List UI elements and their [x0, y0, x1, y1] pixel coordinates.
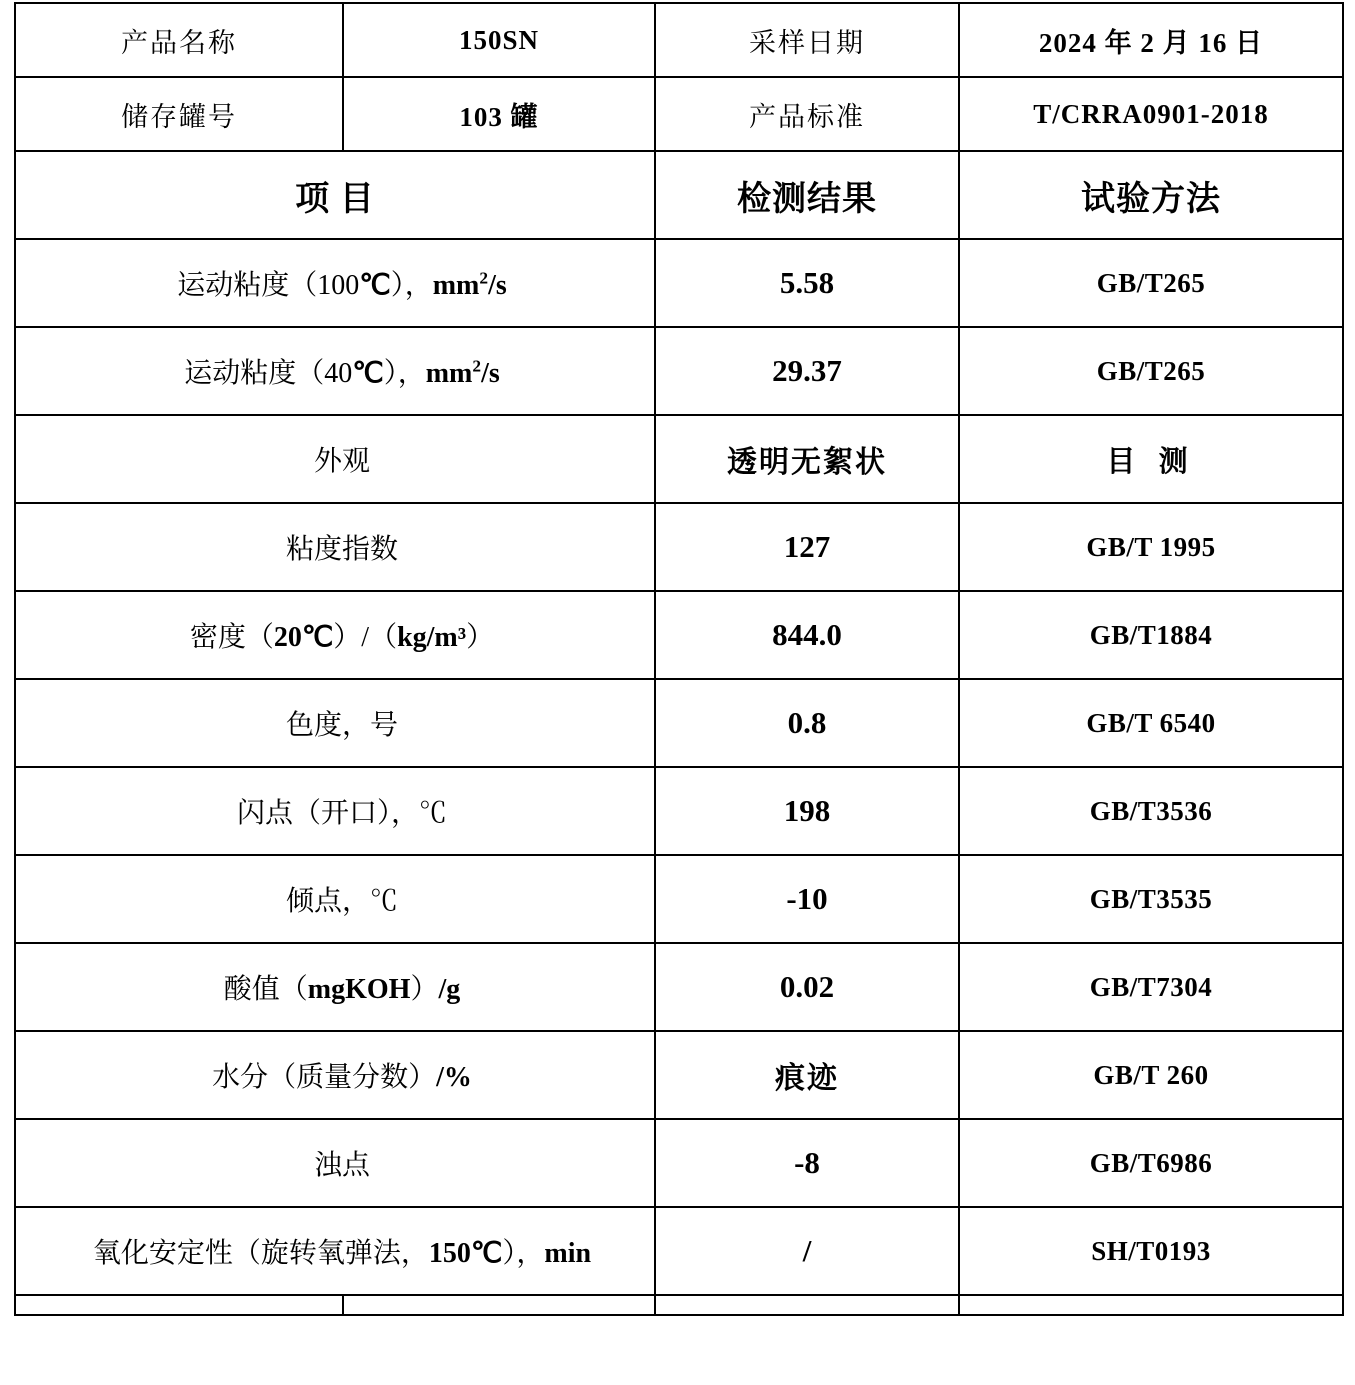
item-method: GB/T3535 [959, 855, 1343, 943]
item-name: 密度（20℃）/（kg/m³） [15, 591, 655, 679]
item-result: -8 [655, 1119, 959, 1207]
item-name: 闪点（开口），℃ [15, 767, 655, 855]
storage-tank-label: 储存罐号 [15, 77, 343, 151]
table-row [15, 767, 1343, 855]
item-method: SH/T0193 [959, 1207, 1343, 1295]
item-result: 844.0 [655, 591, 959, 679]
product-name-label: 产品名称 [15, 3, 343, 77]
table-row [15, 679, 1343, 767]
product-name-value: 150SN [343, 3, 655, 77]
item-name: 粘度指数 [15, 503, 655, 591]
item-result: / [655, 1207, 959, 1295]
partial-cell-item2 [343, 1295, 655, 1315]
item-method: GB/T1884 [959, 591, 1343, 679]
quality-report-table [14, 2, 1344, 1316]
item-result: 127 [655, 503, 959, 591]
table-row [15, 1119, 1343, 1207]
partial-cell-method [959, 1295, 1343, 1315]
column-header-row [15, 151, 1343, 239]
item-method: GB/T 260 [959, 1031, 1343, 1119]
table-row [15, 415, 1343, 503]
item-name: 酸值（mgKOH）/g [15, 943, 655, 1031]
table-row [15, 591, 1343, 679]
table-row [15, 503, 1343, 591]
item-name: 外观 [15, 415, 655, 503]
table-row-partial [15, 1295, 1343, 1315]
sampling-date-value: 2024 年 2 月 16 日 [959, 3, 1343, 77]
item-method: GB/T6986 [959, 1119, 1343, 1207]
table-row [15, 943, 1343, 1031]
item-name: 倾点，℃ [15, 855, 655, 943]
item-result: 透明无絮状 [655, 415, 959, 503]
partial-cell-item [15, 1295, 343, 1315]
header-row-tank [15, 77, 1343, 151]
column-header-result: 检测结果 [655, 151, 959, 239]
item-method: GB/T 6540 [959, 679, 1343, 767]
item-name: 氧化安定性（旋转氧弹法，150℃），min [15, 1207, 655, 1295]
item-name: 色度，号 [15, 679, 655, 767]
column-header-item: 项 目 [15, 151, 655, 239]
item-method: GB/T265 [959, 239, 1343, 327]
table-row [15, 327, 1343, 415]
product-standard-label: 产品标准 [655, 77, 959, 151]
item-result: 29.37 [655, 327, 959, 415]
item-name: 浊点 [15, 1119, 655, 1207]
item-result: 0.02 [655, 943, 959, 1031]
table-row [15, 855, 1343, 943]
table-row [15, 239, 1343, 327]
item-method: GB/T265 [959, 327, 1343, 415]
header-row-product [15, 3, 1343, 77]
item-method: 目 测 [959, 415, 1343, 503]
sampling-date-label: 采样日期 [655, 3, 959, 77]
table-row [15, 1031, 1343, 1119]
item-method: GB/T7304 [959, 943, 1343, 1031]
item-name: 水分（质量分数）/% [15, 1031, 655, 1119]
item-result: 痕迹 [655, 1031, 959, 1119]
report-sheet [0, 2, 1355, 1385]
item-method: GB/T 1995 [959, 503, 1343, 591]
storage-tank-value: 103 罐 [343, 77, 655, 151]
item-method: GB/T3536 [959, 767, 1343, 855]
item-result: 0.8 [655, 679, 959, 767]
product-standard-value: T/CRRA0901-2018 [959, 77, 1343, 151]
partial-cell-result [655, 1295, 959, 1315]
table-row [15, 1207, 1343, 1295]
item-name: 运动粘度（40℃），$mm^2/s$ [15, 327, 655, 415]
item-result: 198 [655, 767, 959, 855]
item-name: 运动粘度（100℃），$mm^2/s$ [15, 239, 655, 327]
item-result: -10 [655, 855, 959, 943]
column-header-method: 试验方法 [959, 151, 1343, 239]
item-result: 5.58 [655, 239, 959, 327]
